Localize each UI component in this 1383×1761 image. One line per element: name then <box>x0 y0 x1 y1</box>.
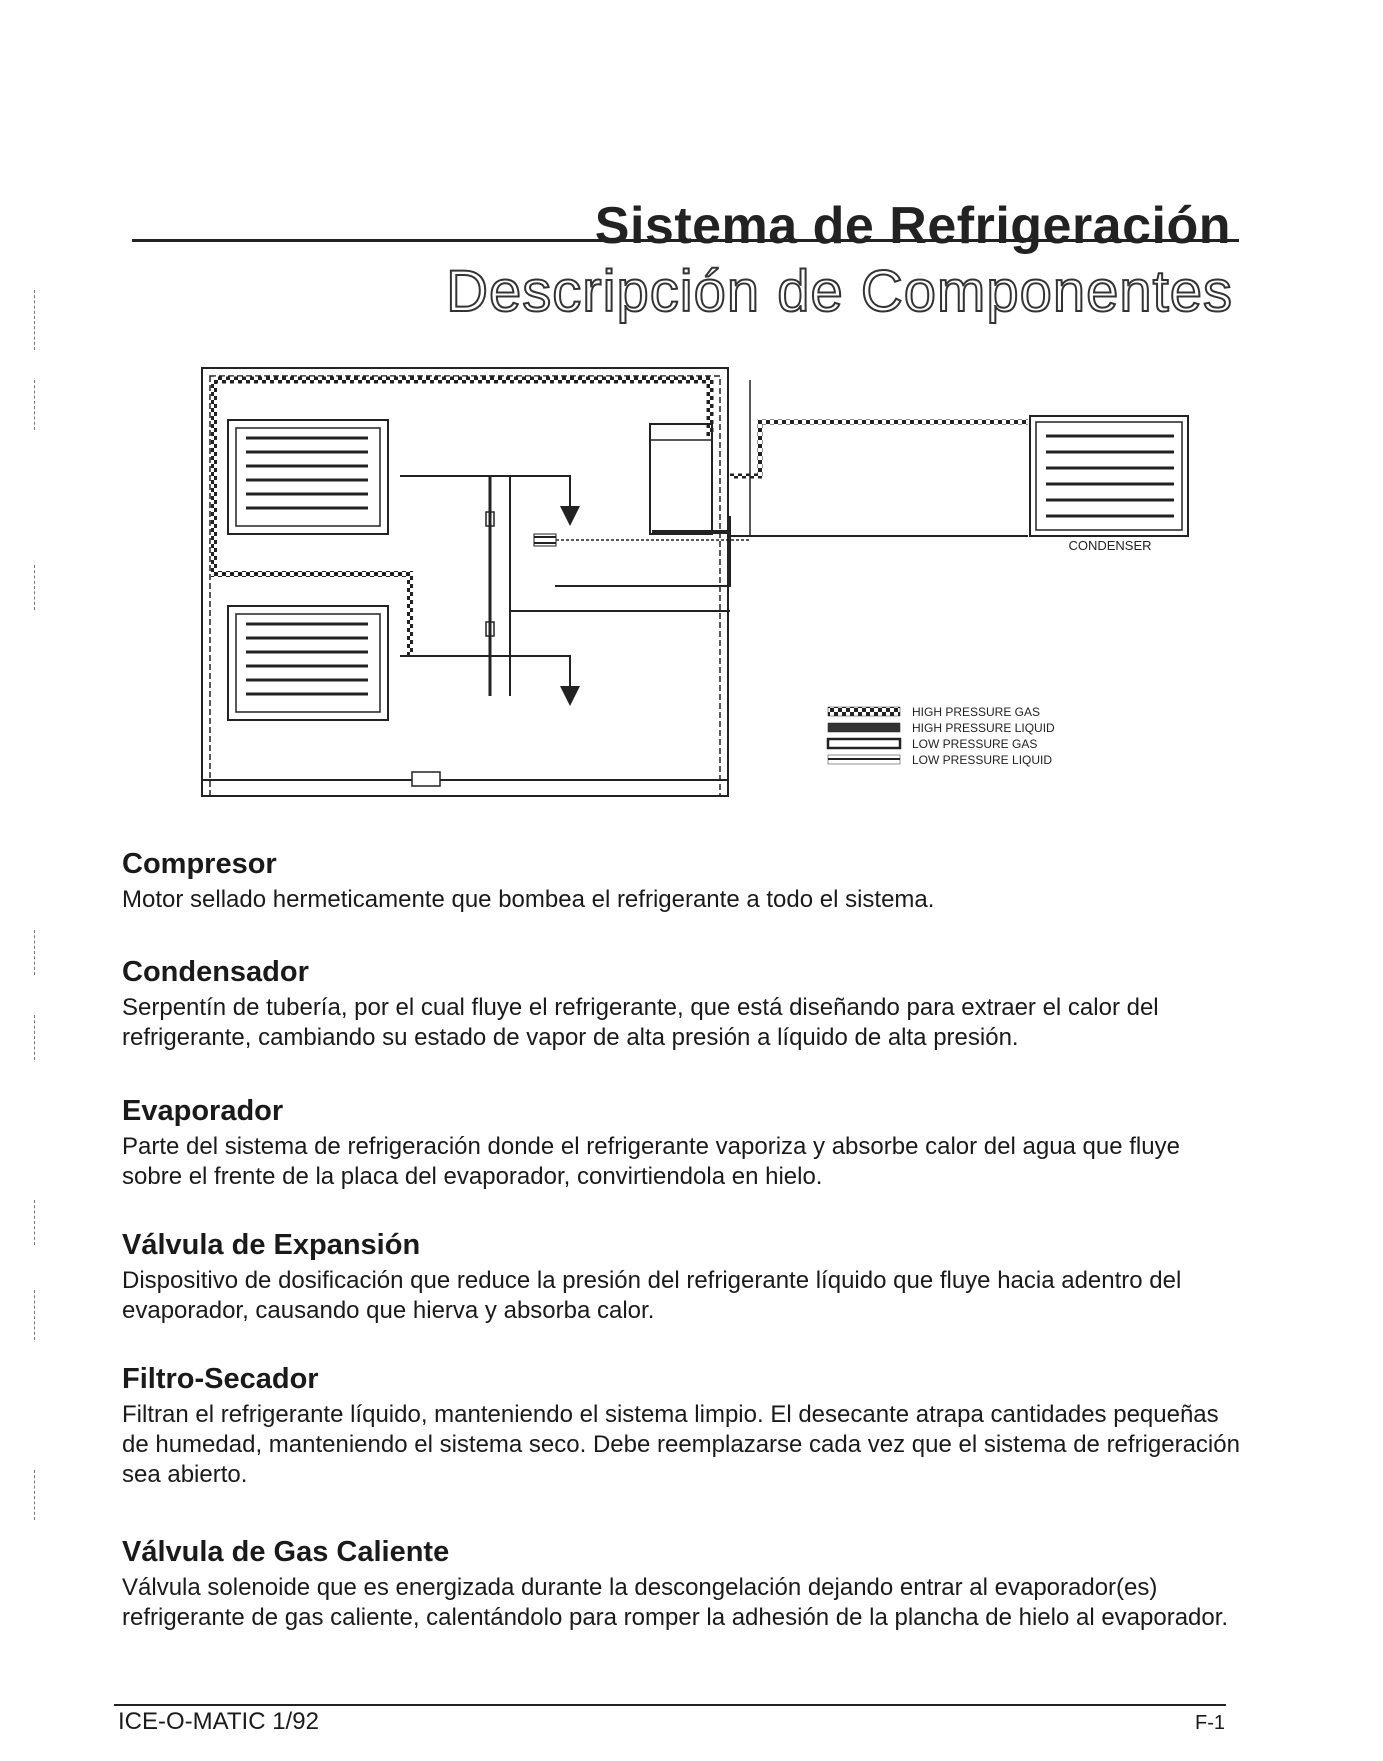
section-heading: Compresor <box>122 848 277 880</box>
compressor <box>650 424 730 534</box>
section-evaporador <box>122 1095 1242 1192</box>
section-text: Filtran el refrigerante líquido, manteniendo el sistema limpio. El desecante atrapa cantidades pequeñas de humedad, manteniendo el sistema seco. Debe reemplazarse cada vez que el sistema de refrigeración sea abierto. <box>122 1401 1240 1488</box>
section-compresor <box>122 848 1242 915</box>
section-text: Motor sellado hermeticamente que bombea el refrigerante a todo el sistema. <box>122 886 935 913</box>
evaporator-bottom <box>228 606 388 720</box>
section-text: Válvula solenoide que es energizada durante la descongelación dejando entrar al evaporador(es) refrigerante de gas caliente, calentándolo para romper la adhesión de la plancha de hielo al evaporador. <box>122 1574 1229 1631</box>
refrigeration-diagram-svg <box>190 356 1210 812</box>
bottom-line <box>202 656 728 780</box>
diagram-legend <box>828 705 1055 767</box>
section-text: Parte del sistema de refrigeración donde el refrigerante vaporiza y absorbe calor del agua que fluye sobre el frente de la placa del evaporador, convirtiendola en hielo. <box>122 1133 1180 1190</box>
section-valvula-gas-caliente <box>122 1536 1242 1633</box>
discharge-line <box>730 422 1028 476</box>
section-text: Serpentín de tubería, por el cual fluye el refrigerante, que está diseñando para extraer el calor del refrigerante, cambiando su estado de vapor de alta presión a líquido de alta presión. <box>122 994 1159 1051</box>
hot-gas-valve <box>534 534 556 546</box>
section-heading: Filtro-Secador <box>122 1363 319 1395</box>
binding-mark <box>34 290 45 350</box>
legend-label: LOW PRESSURE LIQUID <box>912 753 1053 767</box>
binding-mark <box>34 380 45 430</box>
page-title: Sistema de Refrigeración <box>594 197 1231 255</box>
expansion-valve <box>400 476 580 706</box>
legend-swatch-low-pressure-gas <box>828 739 900 748</box>
legend-swatch-low-pressure-liquid <box>828 755 900 764</box>
page-subtitle: Descripción de Componentes <box>446 259 1233 324</box>
legend-label: LOW PRESSURE GAS <box>912 737 1038 751</box>
refrigeration-diagram <box>190 356 1210 812</box>
legend-label: HIGH PRESSURE LIQUID <box>912 721 1055 735</box>
binding-mark <box>34 930 45 975</box>
section-heading: Válvula de Gas Caliente <box>122 1536 450 1568</box>
binding-mark <box>34 1015 45 1060</box>
evaporator-top <box>228 420 388 534</box>
binding-mark <box>34 1470 45 1520</box>
section-filtro-secador <box>122 1363 1242 1490</box>
section-heading: Evaporador <box>122 1095 284 1127</box>
binding-mark <box>34 1290 45 1340</box>
legend-swatch-high-pressure-gas <box>828 707 900 716</box>
legend-swatch-high-pressure-liquid <box>828 723 900 732</box>
binding-mark <box>34 565 45 610</box>
footer-publisher: ICE-O-MATIC 1/92 <box>118 1708 319 1735</box>
section-condensador <box>122 956 1242 1053</box>
filter-drier <box>412 772 440 786</box>
section-heading: Válvula de Expansión <box>122 1229 421 1261</box>
footer-rule <box>114 1704 1226 1706</box>
binding-mark <box>34 1200 45 1245</box>
condenser <box>1030 416 1188 536</box>
section-valvula-expansion <box>122 1229 1242 1326</box>
legend-label: HIGH PRESSURE GAS <box>912 705 1041 719</box>
section-heading: Condensador <box>122 956 309 988</box>
section-text: Dispositivo de dosificación que reduce la presión del refrigerante líquido que fluye hacia adentro del evaporador, causando que hierva y absorba calor. <box>122 1267 1182 1324</box>
page-number: F-1 <box>1195 1712 1225 1734</box>
condenser-label: CONDENSER <box>1068 538 1152 553</box>
title-rule <box>132 239 1239 242</box>
liquid-line <box>555 536 730 586</box>
